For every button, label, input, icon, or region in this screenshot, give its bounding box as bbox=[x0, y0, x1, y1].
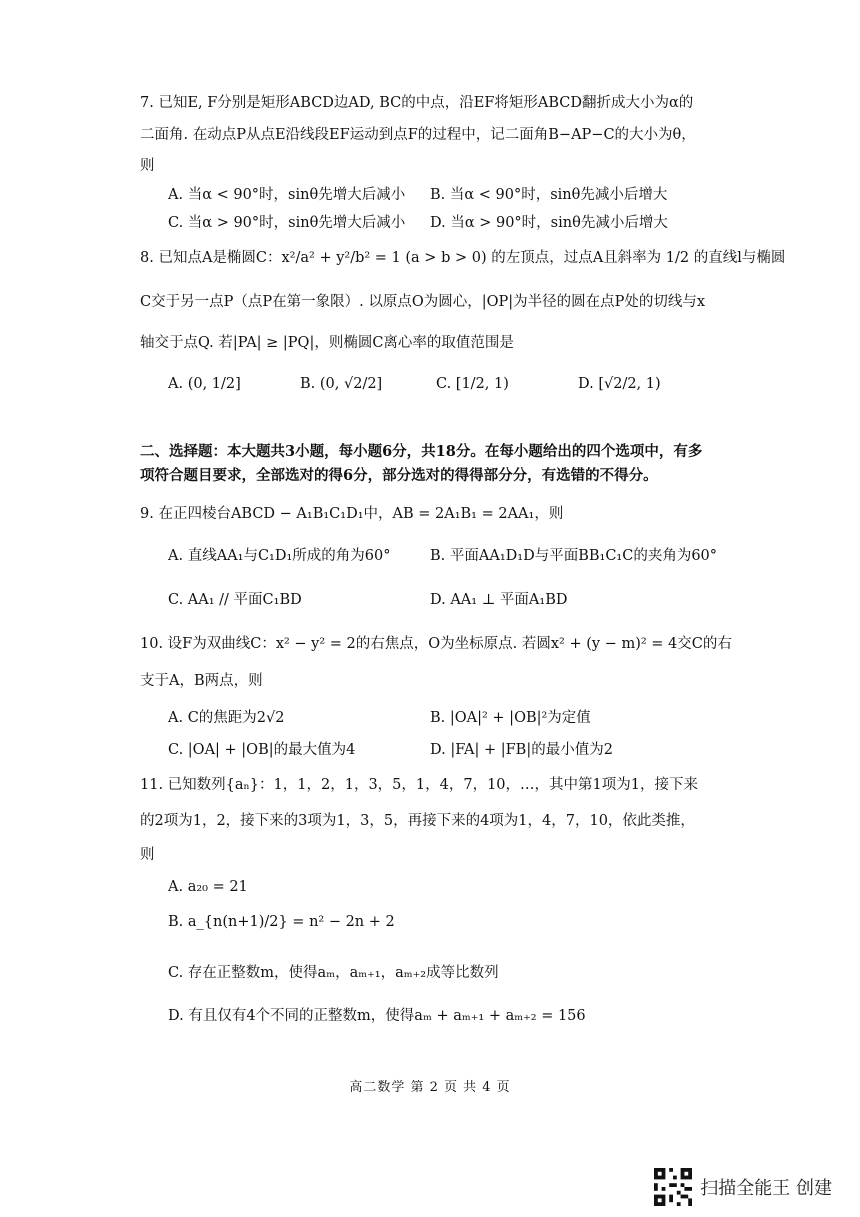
q10-option-c: C. |OA| + |OB|的最大值为4 bbox=[168, 742, 356, 758]
q11-line-2: 的2项为1，2，接下来的3项为1，3，5，再接下来的4项为1，4，7，10，依此类推， bbox=[140, 813, 695, 829]
q11-option-d: D. 有且仅有4个不同的正整数m，使得aₘ + aₘ₊₁ + aₘ₊₂ = 156 bbox=[168, 1008, 586, 1024]
q8-line-1: 8. 已知点A是椭圆C：x²/a² + y²/b² = 1 (a > b > 0) 的左顶点，过点A且斜率为 1/2 的直线l与椭圆 bbox=[140, 250, 786, 266]
q8-option-d: D. [√2/2, 1) bbox=[578, 376, 661, 392]
q7-option-b: B. 当α < 90°时，sinθ先减小后增大 bbox=[430, 187, 668, 203]
q7-option-d: D. 当α > 90°时，sinθ先减小后增大 bbox=[430, 215, 668, 231]
q8-line-3: 轴交于点Q. 若|PA| ≥ |PQ|，则椭圆C离心率的取值范围是 bbox=[140, 335, 514, 351]
q11-option-b: B. a_{n(n+1)/2} = n² − 2n + 2 bbox=[168, 914, 395, 930]
q9-option-c: C. AA₁ // 平面C₁BD bbox=[168, 592, 302, 608]
q7-line-2: 二面角. 在动点P从点E沿线段EF运动到点F的过程中，记二面角B−AP−C的大小为θ， bbox=[140, 127, 696, 143]
scanner-watermark bbox=[654, 1168, 832, 1206]
q11-line-1: 11. 已知数列{aₙ}：1，1，2，1，3，5，1，4，7，10，…，其中第1项为1，接下来 bbox=[140, 777, 698, 793]
qr-code-icon bbox=[654, 1168, 692, 1206]
q8-option-a: A. (0, 1/2] bbox=[168, 376, 241, 392]
q9-option-b: B. 平面AA₁D₁D与平面BB₁C₁C的夹角为60° bbox=[430, 548, 718, 564]
q7-option-a: A. 当α < 90°时，sinθ先增大后减小 bbox=[168, 187, 406, 203]
watermark-text: 扫描全能王 创建 bbox=[700, 1178, 832, 1199]
q9-line-1: 9. 在正四棱台ABCD − A₁B₁C₁D₁中，AB = 2A₁B₁ = 2AA₁，则 bbox=[140, 506, 564, 522]
section-2-heading-line-2: 项符合题目要求，全部选对的得6分，部分选对的得得部分分，有选错的不得分。 bbox=[140, 467, 658, 484]
q8-option-c: C. [1/2, 1) bbox=[436, 376, 509, 392]
q10-option-d: D. |FA| + |FB|的最小值为2 bbox=[430, 742, 613, 758]
q11-line-3: 则 bbox=[140, 847, 155, 863]
q10-option-b: B. |OA|² + |OB|²为定值 bbox=[430, 710, 591, 726]
q7-option-c: C. 当α > 90°时，sinθ先增大后减小 bbox=[168, 215, 406, 231]
q11-option-a: A. a₂₀ = 21 bbox=[168, 879, 248, 895]
q8-option-b: B. (0, √2/2] bbox=[300, 376, 383, 392]
q8-line-2: C交于另一点P（点P在第一象限）. 以原点O为圆心，|OP|为半径的圆在点P处的切线与x bbox=[140, 294, 706, 310]
q10-line-2: 支于A，B两点，则 bbox=[140, 673, 263, 689]
q10-line-1: 10. 设F为双曲线C：x² − y² = 2的右焦点，O为坐标原点. 若圆x² + (y − m)² = 4交C的右 bbox=[140, 636, 732, 652]
q11-option-c: C. 存在正整数m，使得aₘ，aₘ₊₁，aₘ₊₂成等比数列 bbox=[168, 965, 499, 981]
q7-line-1: 7. 已知E, F分别是矩形ABCD边AD, BC的中点，沿EF将矩形ABCD翻折成大小为α的 bbox=[140, 95, 694, 111]
q9-option-a: A. 直线AA₁与C₁D₁所成的角为60° bbox=[168, 548, 391, 564]
q9-option-d: D. AA₁ ⊥ 平面A₁BD bbox=[430, 592, 568, 608]
q10-option-a: A. C的焦距为2√2 bbox=[168, 710, 285, 726]
section-2-heading-line-1: 二、选择题：本大题共3小题，每小题6分，共18分。在每小题给出的四个选项中，有多 bbox=[140, 443, 703, 460]
q7-line-3: 则 bbox=[140, 158, 155, 174]
page-footer: 高二数学 第 2 页 共 4 页 bbox=[349, 1080, 511, 1095]
